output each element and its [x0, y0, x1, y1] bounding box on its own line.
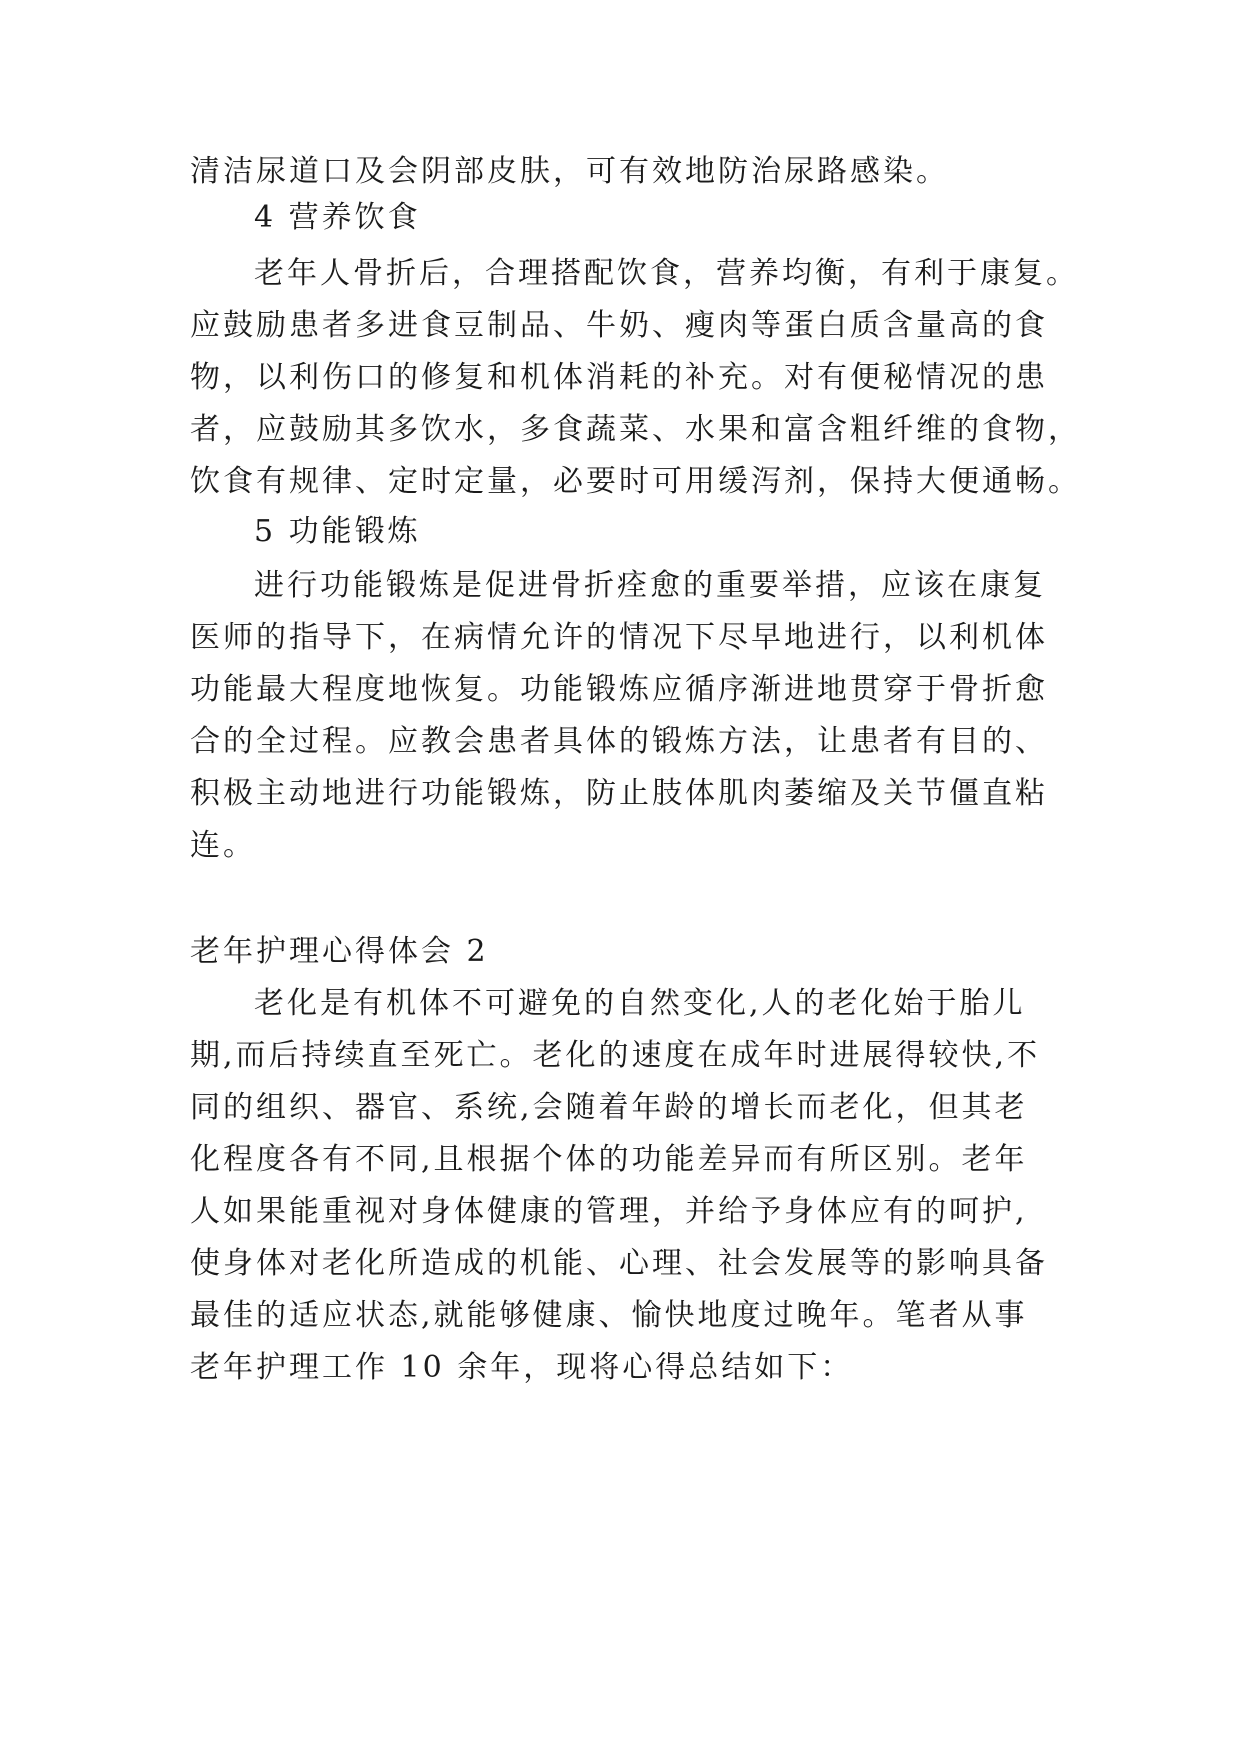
- text-line-9: 进行功能锻炼是促进骨折痊愈的重要举措，应该在康复: [254, 568, 1046, 603]
- article-title: 老年护理心得体会 2: [190, 934, 489, 969]
- text-line-23: 老年护理工作 10 余年，现将心得总结如下：: [190, 1350, 854, 1385]
- text-line-14: 连。: [190, 828, 256, 863]
- text-line-21: 使身体对老化所造成的机能、心理、社会发展等的影响具备: [190, 1246, 1048, 1281]
- text-line-16: 老化是有机体不可避免的自然变化,人的老化始于胎儿: [254, 986, 1026, 1021]
- text-line-22: 最佳的适应状态,就能够健康、愉快地度过晚年。笔者从事: [190, 1298, 1028, 1333]
- text-line-11: 功能最大程度地恢复。功能锻炼应循序渐进地贯穿于骨折愈: [190, 672, 1048, 707]
- section-heading-exercise: 5 功能锻炼: [254, 514, 421, 549]
- section-heading-nutrition: 4 营养饮食: [254, 200, 421, 235]
- text-line-7: 饮食有规律、定时定量，必要时可用缓泻剂，保持大便通畅。: [190, 464, 1081, 499]
- text-line-19: 化程度各有不同,且根据个体的功能差异而有所区别。老年: [190, 1142, 1028, 1177]
- text-line-18: 同的组织、器官、系统,会随着年龄的增长而老化，但其老: [190, 1090, 1028, 1125]
- text-line-6: 者，应鼓励其多饮水，多食蔬菜、水果和富含粗纤维的食物，: [190, 412, 1081, 447]
- text-line-13: 积极主动地进行功能锻炼，防止肢体肌肉萎缩及关节僵直粘: [190, 776, 1048, 811]
- text-line-20: 人如果能重视对身体健康的管理，并给予身体应有的呵护,: [190, 1194, 1028, 1229]
- text-line-12: 合的全过程。应教会患者具体的锻炼方法，让患者有目的、: [190, 724, 1048, 759]
- text-line-17: 期,而后持续直至死亡。老化的速度在成年时进展得较快,不: [190, 1038, 1041, 1073]
- text-line-1: 清洁尿道口及会阴部皮肤，可有效地防治尿路感染。: [190, 154, 949, 189]
- text-line-3: 老年人骨折后，合理搭配饮食，营养均衡，有利于康复。: [254, 256, 1079, 291]
- text-line-5: 物，以利伤口的修复和机体消耗的补充。对有便秘情况的患: [190, 360, 1048, 395]
- text-line-10: 医师的指导下，在病情允许的情况下尽早地进行，以利机体: [190, 620, 1048, 655]
- text-line-4: 应鼓励患者多进食豆制品、牛奶、瘦肉等蛋白质含量高的食: [190, 308, 1048, 343]
